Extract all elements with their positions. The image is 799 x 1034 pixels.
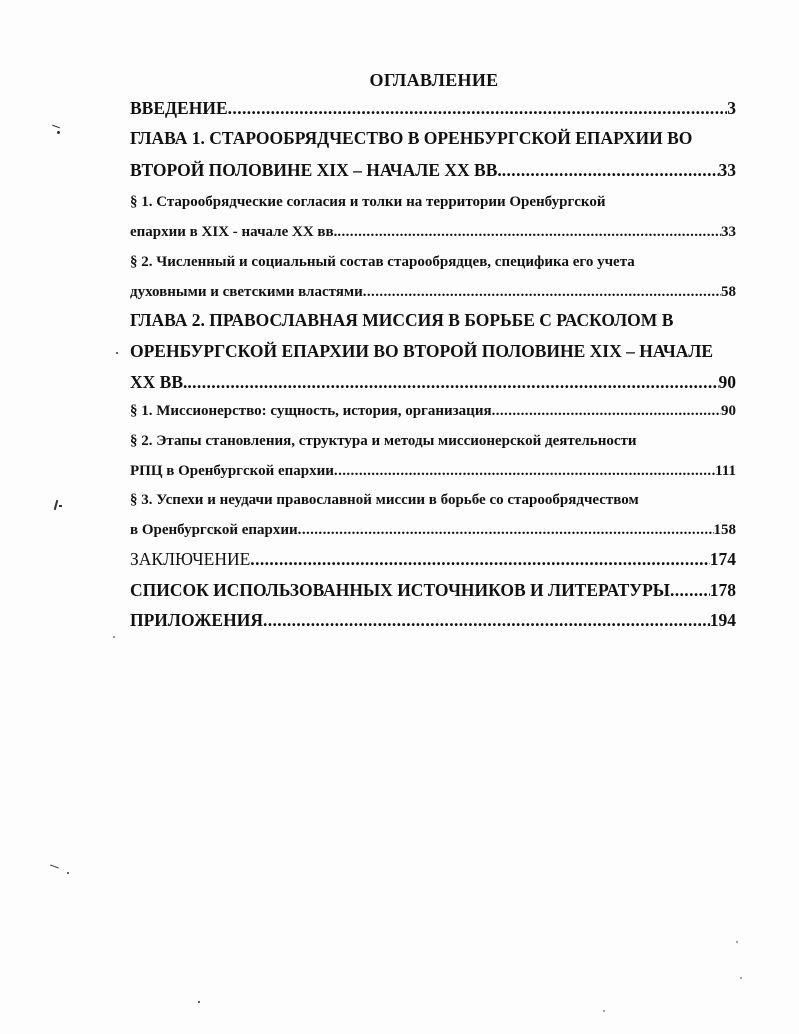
dot-leader: [187, 370, 718, 394]
dot-leader: [250, 547, 709, 571]
dot-leader: [334, 459, 715, 483]
toc-entry-section-1-1-line-2[interactable]: [130, 220, 736, 244]
toc-entry-title: § 1. Миссионерство: сущность, история, организация: [130, 403, 492, 419]
toc-entry-title: в Оренбургской епархии: [130, 522, 298, 538]
toc-entry-section-2-2-line-2[interactable]: [130, 459, 736, 483]
toc-entry-title: ГЛАВА 2. ПРАВОСЛАВНАЯ МИССИЯ В БОРЬБЕ С РАСКОЛОМ В: [130, 310, 674, 330]
scan-speck: [740, 977, 742, 979]
toc-entry-title: XX ВВ.: [130, 372, 188, 392]
toc-entry-section-2-1[interactable]: [130, 399, 736, 423]
toc-entry-section-2-2-line-1[interactable]: [130, 429, 736, 453]
toc-entry-title: ЗАКЛЮЧЕНИЕ: [130, 549, 251, 569]
toc-entry-page: 90: [721, 403, 736, 419]
toc-entry-page: 33: [718, 160, 736, 180]
dot-leader: [263, 608, 710, 632]
toc-entry-title: ВВЕДЕНИЕ: [130, 98, 228, 118]
toc-entry-page: 111: [715, 463, 736, 479]
dot-leader: [492, 399, 721, 423]
toc-entry-title: РПЦ в Оренбургской епархии: [130, 463, 334, 479]
dot-leader: [670, 578, 710, 602]
scan-speck: [67, 872, 69, 874]
toc-entry-section-1-2-line-2[interactable]: [130, 280, 736, 304]
scan-speck: [52, 125, 60, 129]
toc-entry-chapter-2-line-3[interactable]: [130, 370, 736, 394]
toc-entry-section-2-3-line-1[interactable]: [130, 488, 736, 512]
toc-entry-page: 178: [709, 580, 736, 600]
toc-entry-chapter-2-line-1[interactable]: [130, 308, 736, 332]
toc-entry-chapter-1-line-1[interactable]: [130, 126, 736, 150]
toc-entry-chapter-2-line-2[interactable]: [130, 339, 736, 363]
toc-entry-title: ГЛАВА 1. СТАРООБРЯДЧЕСТВО В ОРЕНБУРГСКОЙ ЕПАРХИИ ВО: [130, 128, 693, 148]
scan-speck: [59, 505, 62, 507]
scan-speck: [50, 864, 59, 868]
scan-speck: [603, 1010, 605, 1012]
toc-entry-title: § 3. Успехи и неудачи православной миссии в борьбе со старообрядчеством: [130, 492, 639, 508]
toc-entry-page: 58: [721, 284, 736, 300]
toc-entry-page: 158: [713, 522, 736, 538]
toc-entry-page: 174: [709, 549, 736, 569]
toc-entry-page: 33: [721, 224, 736, 240]
toc-entry-appendices[interactable]: [130, 608, 736, 632]
toc-entry-title: ОРЕНБУРГСКОЙ ЕПАРХИИ ВО ВТОРОЙ ПОЛОВИНЕ XIX – НАЧАЛЕ: [130, 341, 714, 361]
toc-entry-title: духовными и светскими властями: [130, 284, 363, 300]
toc-entry-section-1-1-line-1[interactable]: [130, 190, 736, 214]
toc-entry-conclusion[interactable]: [130, 547, 736, 571]
toc-entry-page: 90: [718, 372, 736, 392]
toc-entry-title: ПРИЛОЖЕНИЯ: [130, 610, 263, 630]
scan-speck: [113, 636, 115, 638]
toc-entry-title: § 2. Этапы становления, структура и методы миссионерской деятельности: [130, 433, 637, 449]
scan-speck: [116, 352, 118, 354]
dot-leader: [228, 96, 728, 120]
dot-leader: [337, 220, 721, 244]
toc-entry-title: СПИСОК ИСПОЛЬЗОВАННЫХ ИСТОЧНИКОВ И ЛИТЕРАТУРЫ: [130, 580, 670, 600]
dot-leader: [298, 518, 714, 542]
toc-entry-title: § 2. Численный и социальный состав старообрядцев, специфика его учета: [130, 254, 635, 270]
toc-entry-chapter-1-line-2[interactable]: [130, 158, 736, 182]
dot-leader: [502, 158, 719, 182]
toc-entry-section-2-3-line-2[interactable]: [130, 518, 736, 542]
scan-speck: [54, 500, 59, 510]
toc-entry-title: епархии в XIX - начале XX вв.: [130, 224, 338, 240]
scan-speck: [736, 941, 738, 943]
toc-entry-title: § 1. Старообрядческие согласия и толки на территории Оренбургской: [130, 194, 606, 210]
toc-entry-introduction[interactable]: [130, 96, 736, 120]
toc-entry-page: 3: [727, 98, 736, 118]
toc-entry-title: ВТОРОЙ ПОЛОВИНЕ XIX – НАЧАЛЕ XX ВВ.: [130, 160, 502, 180]
scan-speck: [198, 1001, 200, 1003]
toc-entry-page: 194: [709, 610, 736, 630]
toc-title: ОГЛАВЛЕНИЕ: [369, 70, 499, 90]
toc-entry-section-1-2-line-1[interactable]: [130, 250, 736, 274]
scan-speck: [57, 131, 60, 134]
dot-leader: [363, 280, 721, 304]
toc-entry-bibliography[interactable]: [130, 578, 736, 602]
